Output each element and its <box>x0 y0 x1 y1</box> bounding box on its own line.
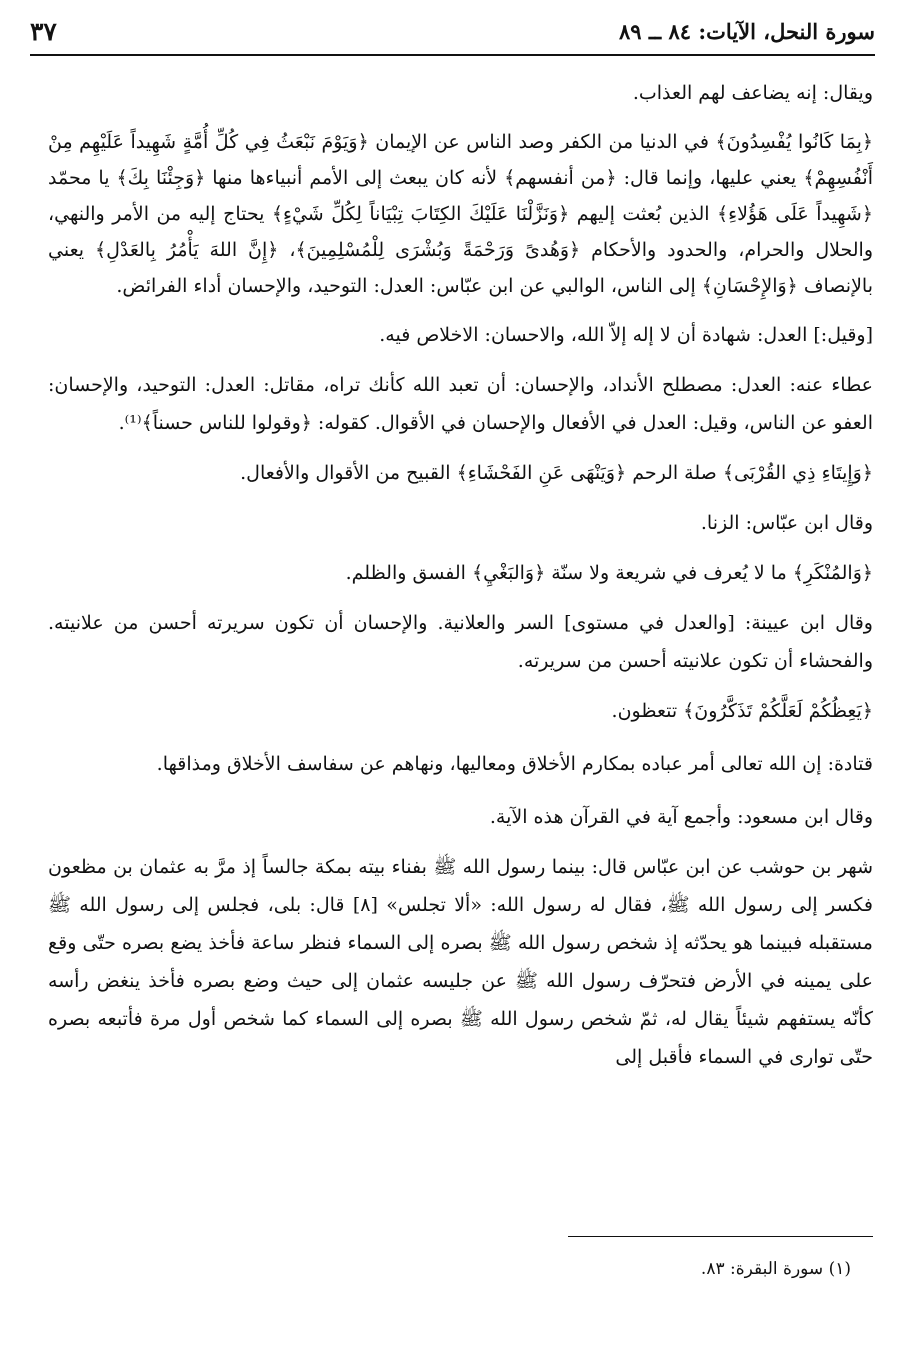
running-title: سورة النحل، الآيات: ٨٤ ــ ٨٩ <box>619 18 875 44</box>
main-text <box>48 74 873 1088</box>
paragraph: عطاء عنه: العدل: مصطلح الأنداد، والإحسان: أن تعبد الله كأنك تراه، مقاتل: العدل: التوحيد، والإحسان: العفو عن الناس، وقيل: العدل في الأفعال والإحسان في الأقوال. كقوله: ﴿وقولوا للناس حسناً﴾⁽¹⁾. <box>48 374 873 434</box>
paragraph: وقال ابن مسعود: وأجمع آية في القرآن هذه الآية. <box>489 806 873 828</box>
page-number: ٣٧ <box>30 16 57 46</box>
paragraph: ويقال: إنه يضاعف لهم العذاب. <box>632 82 873 104</box>
paragraph: ﴿يَعِظُكُمْ لَعَلَّكُمْ تَذَكَّرُونَ﴾ تتعظون. <box>611 700 873 722</box>
footnote: (١) سورة البقرة: ٨٣. <box>700 1259 851 1279</box>
paragraph: وقال ابن عيينة: [والعدل في مستوى] السر والعلانية. والإحسان أن تكون سريرته أحسن من علانيته. والفحشاء أن تكون علانيته أحسن من سريرته. <box>48 612 873 672</box>
paragraph: ﴿وَإِيتَاءِ ذِي القُرْبَى﴾ صلة الرحم ﴿وَيَنْهَى عَنِ الفَحْشَاءِ﴾ القبيح من الأقوال والأفعال. <box>240 462 873 484</box>
paragraph: وقال ابن عبّاس: الزنا. <box>700 512 873 534</box>
paragraph: [وقيل:] العدل: شهادة أن لا إله إلاّ الله، والاحسان: الاخلاص فيه. <box>379 324 873 346</box>
paragraph: ﴿وَالمُنْكَرِ﴾ ما لا يُعرف في شريعة ولا سنّة ﴿وَالبَغْيِ﴾ الفسق والظلم. <box>345 562 873 584</box>
paragraph: شهر بن حوشب عن ابن عبّاس قال: بينما رسول الله ﷺ بفناء بيته بمكة جالساً إذ مرَّ به عثمان بن مظعون فكسر إلى رسول الله ﷺ، فقال له رسول الله: «ألا تجلس» [٨] قال: بلى، فجلس إلى رسول الله ﷺ مستقبله فبينما هو يحدّثه إذ شخص رسول الله ﷺ بصره إلى السماء فنظر ساعة فأخذ يضع بصره حتّى وقع على يمينه في الأرض فتحرّف رسول الله ﷺ عن جليسه عثمان إلى حيث وضع بصره فأخذ ينغض رأسه كأنّه يستفهم شيئاً يقال له، ثمّ شخص رسول الله ﷺ بصره إلى السماء كما شخص أول مرة فأتبعه بصره حتّى توارى في السماء فأقبل إلى <box>48 856 873 1068</box>
paragraph: ﴿بِمَا كَانُوا يُفْسِدُونَ﴾ في الدنيا من الكفر وصد الناس عن الإيمان ﴿وَيَوْمَ نَبْعَثُ فِي كُلِّ أُمَّةٍ شَهِيداً عَلَيْهِم مِنْ أَنْفُسِهِمْ﴾ يعني عليها، وإنما قال: ﴿من أنفسهم﴾ لأنه كان يبعث إلى الأمم أنبياءها منها ﴿وَجِئْنَا بِكَ﴾ يا محمّد ﴿شَهِيداً عَلَى هَؤُلاءِ﴾ الذين بُعثت إليهم ﴿وَنَزَّلْنَا عَلَيْكَ الكِتَابَ تِبْيَاناً لِكُلِّ شَيْءٍ﴾ يحتاج إليه من الأمر والنهي، والحلال والحرام، والحدود والأحكام ﴿وَهُدىً وَرَحْمَةً وَبُشْرَى لِلْمُسْلِمِينَ﴾، ﴿إِنَّ اللهَ يَأْمُرُ بِالعَدْلِ﴾ يعني بالإنصاف ﴿وَالإِحْسَانِ﴾ إلى الناس، الوالبي عن ابن عبّاس: العدل: التوحيد، والإحسان أداء الفرائض. <box>48 131 873 297</box>
header-rule <box>30 54 875 56</box>
footnote-rule <box>568 1236 873 1237</box>
paragraph: قتادة: إن الله تعالى أمر عباده بمكارم الأخلاق ومعاليها، ونهاهم عن سفاسف الأخلاق ومذاقها. <box>156 753 873 775</box>
page-header <box>30 14 875 48</box>
